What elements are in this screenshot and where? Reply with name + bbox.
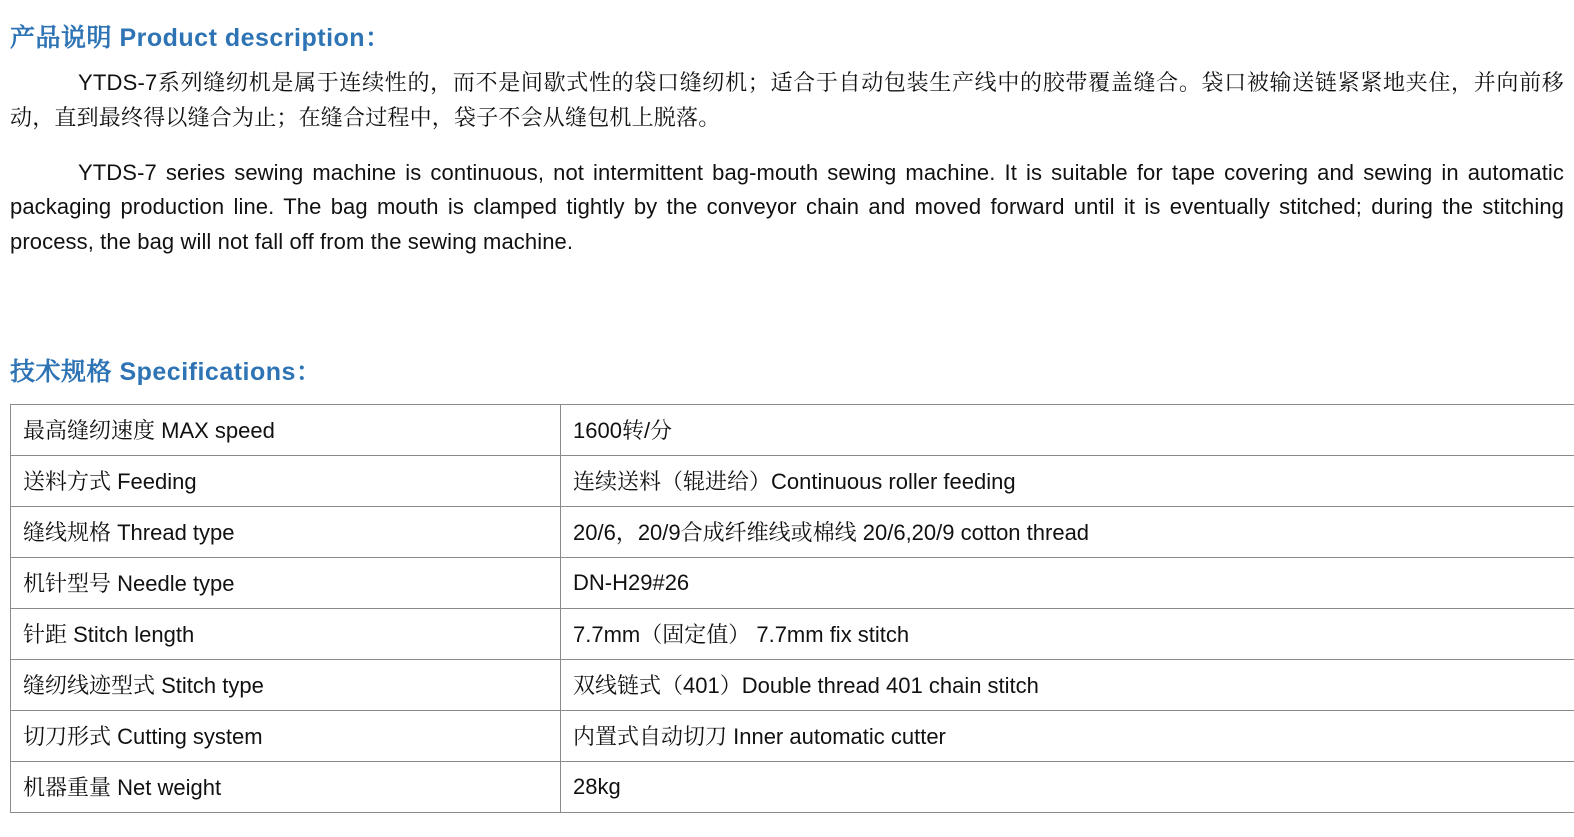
spec-label: 缝纫线迹型式 Stitch type xyxy=(11,659,561,710)
table-row xyxy=(11,557,1574,608)
spec-value: 1600转/分 xyxy=(561,404,1574,455)
table-row xyxy=(11,506,1574,557)
spec-value: 连续送料（辊进给）Continuous roller feeding xyxy=(561,455,1574,506)
spec-value: DN-H29#26 xyxy=(561,557,1574,608)
spec-label: 缝线规格 Thread type xyxy=(11,506,561,557)
specifications-table xyxy=(10,404,1574,813)
product-description-heading: 产品说明 Product description： xyxy=(10,24,391,52)
product-description-paragraph-cn: YTDS-7系列缝纫机是属于连续性的，而不是间歇式性的袋口缝纫机；适合于自动包装生产线中的胶带覆盖缝合。袋口被输送链紧紧地夹住，并向前移动，直到最终得以缝合为止；在缝合过程中，袋子不会从缝包机上脱落。 xyxy=(10,70,1564,130)
table-row xyxy=(11,659,1574,710)
spec-value: 28kg xyxy=(561,761,1574,812)
spec-label: 针距 Stitch length xyxy=(11,608,561,659)
spec-value: 内置式自动切刀 Inner automatic cutter xyxy=(561,710,1574,761)
table-row xyxy=(11,710,1574,761)
spec-value: 7.7mm（固定值） 7.7mm fix stitch xyxy=(561,608,1574,659)
table-row xyxy=(11,761,1574,812)
table-row xyxy=(11,455,1574,506)
spec-label: 最高缝纫速度 MAX speed xyxy=(11,404,561,455)
table-row xyxy=(11,608,1574,659)
spec-value: 20/6，20/9合成纤维线或棉线 20/6,20/9 cotton thread xyxy=(561,506,1574,557)
spec-label: 送料方式 Feeding xyxy=(11,455,561,506)
product-description-paragraph-en: YTDS-7 series sewing machine is continuous, not intermittent bag-mouth sewing machine. It is suitable for tape covering and sewing in automatic packaging production line. The bag mouth is clamped tightly by the conveyor chain and moved forward until it is eventually stitched; during the stitching process, the bag will not fall off from the sewing machine. xyxy=(10,159,1564,254)
specifications-heading: 技术规格 Specifications： xyxy=(10,357,322,386)
spec-label: 机针型号 Needle type xyxy=(11,557,561,608)
spec-label: 机器重量 Net weight xyxy=(11,761,561,812)
spec-value: 双线链式（401）Double thread 401 chain stitch xyxy=(561,659,1574,710)
spec-label: 切刀形式 Cutting system xyxy=(11,710,561,761)
table-row xyxy=(11,404,1574,455)
